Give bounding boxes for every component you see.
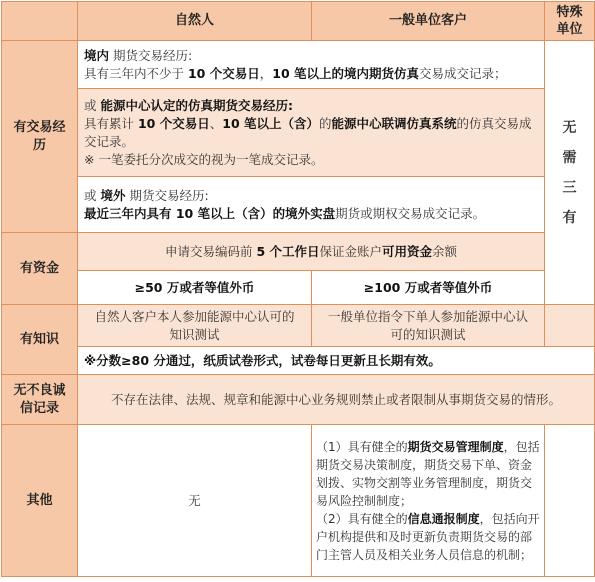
domestic-experience-cell	[78, 41, 545, 89]
overseas-experience-cell	[78, 177, 545, 233]
trading-row-domestic	[2, 41, 595, 89]
domestic-heading: 期货交易经历:	[109, 47, 193, 63]
header-special-unit	[545, 2, 595, 41]
funds-label: 有资金	[2, 233, 78, 305]
special-unit-cell	[545, 41, 595, 305]
special-char: 三	[562, 179, 577, 196]
domestic-keyword: 境内	[84, 47, 110, 63]
energy-trades: 10 笔以上（含）	[222, 115, 319, 131]
energy-heading: 能源中心认定的仿真期货交易经历:	[100, 97, 293, 113]
energy-tail: 的仿真交易成交记录。	[84, 115, 532, 149]
other-item1-lead: （1）具有健全的	[316, 439, 408, 454]
energy-sep: 、	[209, 115, 223, 131]
knowledge-row-1	[2, 305, 595, 347]
energy-days: 10 个交易日	[137, 115, 210, 131]
header-special-line-1: 特殊	[556, 5, 583, 20]
other-item2-text: ，包括向开户机构提供和及时更新负责期货交易的部门主管人员及相关业务人员信息的机制；	[316, 511, 540, 562]
credit-text: 不存在法律、法规、规章和能源中心业务规则禁止或者限制从事期货交易的情形。	[78, 375, 595, 425]
energy-text: 具有累计	[84, 115, 138, 131]
credit-label-line-1: 无不良诚	[13, 382, 66, 398]
trading-label-line-1: 有交易经	[13, 119, 66, 135]
funds-balance: 余额	[432, 243, 458, 259]
energy-or: 或	[84, 97, 101, 113]
credit-label	[2, 375, 78, 425]
credit-label-line-2: 信记录	[19, 400, 59, 416]
funds-row-1	[2, 233, 595, 271]
overseas-heading: 期货交易经历:	[125, 187, 209, 203]
overseas-tail: 期货或期权交易成交记录。	[335, 205, 486, 221]
other-label: 其他	[2, 425, 78, 577]
energy-note: ※ 一笔委托分次成交的视为一笔成交记录。	[84, 151, 324, 167]
other-item1-text: ，包括期货交易决策制度，期货交易下单、资金划拨、实物交割等业务管理制度，期货交易风险控制制度；	[316, 439, 540, 508]
trading-row-energy	[2, 89, 595, 177]
special-char: 需	[562, 149, 577, 166]
other-general-cell	[312, 425, 545, 577]
overseas-keyword: 境外	[100, 187, 126, 203]
overseas-or: 或	[84, 187, 101, 203]
header-corner	[2, 2, 78, 41]
funds-available: 可用资金	[382, 243, 433, 259]
energy-system: 能源中心联调仿真系统	[331, 115, 457, 131]
trading-label-line-2: 历	[32, 137, 46, 153]
header-special-line-2: 单位	[556, 22, 583, 37]
knowledge-natural-cell: 自然人客户本人参加能源中心认可的知识测试	[78, 305, 312, 347]
funds-text: 申请交易编码前	[164, 243, 257, 259]
requirements-table	[1, 1, 595, 577]
credit-row	[2, 375, 595, 425]
other-item1-keyword: 期货交易管理制度	[407, 439, 504, 454]
other-row	[2, 425, 595, 577]
funds-account: 保证金账户	[319, 243, 383, 259]
knowledge-label: 有知识	[2, 305, 78, 375]
knowledge-special-cell	[545, 305, 595, 347]
funds-requirement-cell	[78, 233, 545, 271]
other-natural-cell: 无	[78, 425, 312, 577]
funds-row-2	[2, 271, 595, 305]
other-item2-lead: （2）具有健全的	[316, 511, 408, 526]
knowledge-note: ※分数≥80 分通过，纸质试卷形式，试卷每日更新且长期有效。	[78, 347, 595, 375]
special-char: 有	[562, 209, 577, 226]
header-general-unit: 一般单位客户	[312, 2, 545, 41]
header-row	[2, 2, 595, 41]
funds-days: 5 个工作日	[256, 243, 320, 259]
funds-natural-amount: ≥50 万或者等值外币	[78, 271, 312, 305]
trading-row-overseas	[2, 177, 595, 233]
knowledge-row-2	[2, 347, 595, 375]
domestic-sep: ，	[259, 65, 273, 81]
trading-label	[2, 41, 78, 233]
overseas-requirement: 最近三年内具有 10 笔以上（含）的境外实盘	[84, 205, 336, 221]
domestic-trades: 10 笔以上的境内期货仿真	[272, 65, 419, 81]
special-char: 无	[562, 119, 577, 136]
other-item2-keyword: 信息通报制度	[407, 511, 480, 526]
energy-center-experience-cell	[78, 89, 545, 177]
energy-de: 的	[319, 115, 332, 131]
domestic-tail: 交易成交记录；	[419, 65, 507, 81]
domestic-days: 10 个交易日	[187, 65, 260, 81]
knowledge-general-cell: 一般单位指令下单人参加能源中心认可的知识测试	[312, 305, 545, 347]
other-special-cell	[545, 425, 595, 577]
funds-general-amount: ≥100 万或者等值外币	[312, 271, 545, 305]
header-natural-person: 自然人	[78, 2, 312, 41]
domestic-text: 具有三年内不少于	[84, 65, 188, 81]
